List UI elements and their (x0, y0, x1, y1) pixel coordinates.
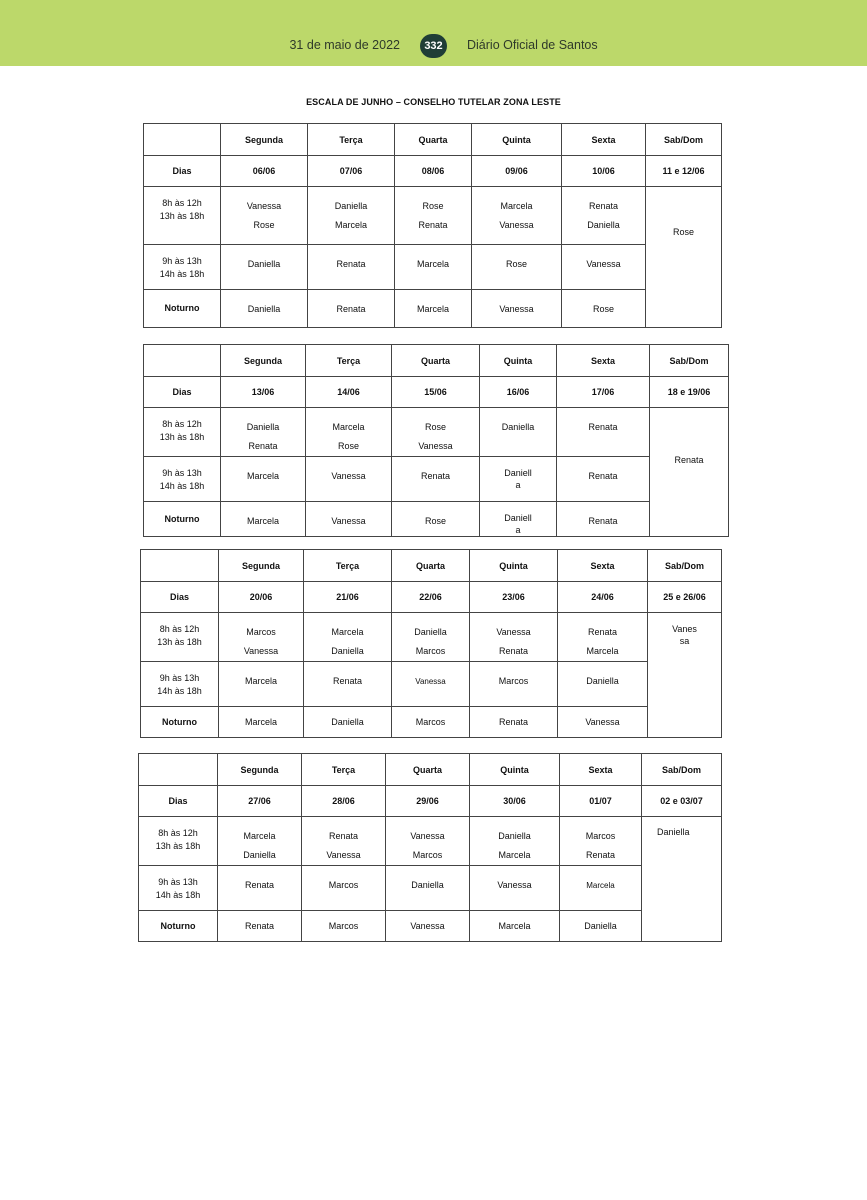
schedule-cell: Marcela (221, 457, 306, 502)
date-cell: 25 e 26/06 (648, 582, 722, 613)
date-cell: 29/06 (386, 786, 470, 817)
schedule-week-2 (143, 344, 729, 537)
schedule-cell: Marcos Vanessa (219, 613, 304, 662)
col-header: Segunda (221, 345, 306, 377)
schedule-cell: Renata (557, 408, 650, 457)
schedule-cell: Renata Vanessa (302, 817, 386, 866)
schedule-cell: Vanessa Marcos (386, 817, 470, 866)
row-label-shift-2: 9h às 13h 14h às 18h (139, 866, 218, 911)
schedule-cell: Daniella (386, 866, 470, 911)
schedule-cell: Renata (557, 502, 650, 537)
date-cell: 16/06 (480, 377, 557, 408)
col-header: Sab/Dom (650, 345, 729, 377)
schedule-cell: Rose Renata (395, 187, 472, 245)
schedule-cell: Daniella Marcela (470, 817, 560, 866)
col-header: Terça (306, 345, 392, 377)
schedule-cell: Renata (470, 707, 558, 738)
schedule-cell: Marcos (392, 707, 470, 738)
col-header: Terça (304, 550, 392, 582)
corner-cell (141, 550, 219, 582)
weekend-cell: Vanes sa (648, 613, 722, 738)
schedule-cell: Vanessa (306, 502, 392, 537)
schedule-cell: Marcela (219, 707, 304, 738)
schedule-cell: Marcos (302, 866, 386, 911)
date-cell: 18 e 19/06 (650, 377, 729, 408)
schedule-cell: Vanessa (558, 707, 648, 738)
col-header: Sexta (562, 124, 646, 156)
date-cell: 10/06 (562, 156, 646, 187)
col-header: Quarta (386, 754, 470, 786)
date-cell: 15/06 (392, 377, 480, 408)
col-header: Quarta (392, 550, 470, 582)
date-cell: 24/06 (558, 582, 648, 613)
date-cell: 30/06 (470, 786, 560, 817)
schedule-cell: Daniella Renata (221, 408, 306, 457)
schedule-cell: Vanessa (562, 245, 646, 290)
schedule-cell: Marcos (302, 911, 386, 942)
date-cell: 22/06 (392, 582, 470, 613)
row-label-shift-2: 9h às 13h 14h às 18h (141, 662, 219, 707)
col-header: Quinta (472, 124, 562, 156)
schedule-cell: Daniella Marcos (392, 613, 470, 662)
schedule-week-1 (143, 123, 722, 328)
row-label-dias: Dias (141, 582, 219, 613)
col-header: Sab/Dom (642, 754, 722, 786)
schedule-cell: Renata Marcela (558, 613, 648, 662)
col-header: Quinta (470, 754, 560, 786)
schedule-cell: Daniell a (480, 457, 557, 502)
schedule-cell: Marcela (395, 290, 472, 328)
schedule-cell: Daniell a (480, 502, 557, 537)
schedule-cell: Renata Daniella (562, 187, 646, 245)
schedule-week-3 (140, 549, 722, 738)
schedule-week-4 (138, 753, 722, 942)
schedule-cell: Vanessa (306, 457, 392, 502)
col-header: Sexta (558, 550, 648, 582)
weekend-cell: Daniella (642, 817, 722, 942)
date-cell: 11 e 12/06 (646, 156, 722, 187)
schedule-cell: Vanessa (386, 911, 470, 942)
schedule-cell: Renata (218, 911, 302, 942)
col-header: Sexta (560, 754, 642, 786)
col-header: Segunda (221, 124, 308, 156)
col-header: Quinta (480, 345, 557, 377)
row-label-dias: Dias (144, 156, 221, 187)
corner-cell (144, 124, 221, 156)
row-label-night: Noturno (139, 911, 218, 942)
schedule-cell: Marcela Daniella (304, 613, 392, 662)
schedule-cell: Vanessa Renata (470, 613, 558, 662)
col-header: Segunda (218, 754, 302, 786)
date-cell: 07/06 (308, 156, 395, 187)
schedule-cell: Vanessa (472, 290, 562, 328)
row-label-shift-1: 8h às 12h 13h às 18h (144, 408, 221, 457)
col-header: Terça (302, 754, 386, 786)
schedule-cell: Marcela (560, 866, 642, 911)
schedule-cell: Rose (472, 245, 562, 290)
col-header: Quarta (395, 124, 472, 156)
schedule-cell: Marcos (470, 662, 558, 707)
schedule-cell: Rose (562, 290, 646, 328)
schedule-cell: Daniella (304, 707, 392, 738)
col-header: Sab/Dom (646, 124, 722, 156)
row-label-shift-2: 9h às 13h 14h às 18h (144, 457, 221, 502)
date-cell: 14/06 (306, 377, 392, 408)
row-label-dias: Dias (144, 377, 221, 408)
row-label-shift-1: 8h às 12h 13h às 18h (139, 817, 218, 866)
col-header: Terça (308, 124, 395, 156)
schedule-cell: Marcela Daniella (218, 817, 302, 866)
schedule-cell: Renata (308, 290, 395, 328)
schedule-cell: Daniella (480, 408, 557, 457)
schedule-cell: Renata (218, 866, 302, 911)
schedule-cell: Vanessa (392, 662, 470, 707)
schedule-cell: Renata (392, 457, 480, 502)
weekend-cell: Rose (646, 187, 722, 328)
schedule-cell: Renata (308, 245, 395, 290)
schedule-cell: Marcos Renata (560, 817, 642, 866)
row-label-night: Noturno (144, 502, 221, 537)
date-cell: 21/06 (304, 582, 392, 613)
schedule-cell: Renata (557, 457, 650, 502)
schedule-cell: Rose (392, 502, 480, 537)
date-cell: 27/06 (218, 786, 302, 817)
date-cell: 28/06 (302, 786, 386, 817)
date-cell: 13/06 (221, 377, 306, 408)
date-cell: 20/06 (219, 582, 304, 613)
row-label-shift-1: 8h às 12h 13h às 18h (141, 613, 219, 662)
col-header: Sab/Dom (648, 550, 722, 582)
schedule-cell: Marcela (221, 502, 306, 537)
date-cell: 06/06 (221, 156, 308, 187)
schedule-cell: Daniella (221, 245, 308, 290)
schedule-cell: Marcela (395, 245, 472, 290)
header-date: 31 de maio de 2022 (289, 38, 400, 52)
row-label-dias: Dias (139, 786, 218, 817)
document-title: ESCALA DE JUNHO – CONSELHO TUTELAR ZONA LESTE (306, 97, 561, 107)
col-header: Sexta (557, 345, 650, 377)
row-label-shift-1: 8h às 12h 13h às 18h (144, 187, 221, 245)
col-header: Quarta (392, 345, 480, 377)
schedule-cell: Rose Vanessa (392, 408, 480, 457)
schedule-cell: Daniella Marcela (308, 187, 395, 245)
page-number-badge: 332 (420, 34, 447, 58)
weekend-cell: Renata (650, 408, 729, 537)
date-cell: 01/07 (560, 786, 642, 817)
date-cell: 23/06 (470, 582, 558, 613)
row-label-shift-2: 9h às 13h 14h às 18h (144, 245, 221, 290)
schedule-cell: Daniella (560, 911, 642, 942)
publication-name: Diário Oficial de Santos (467, 38, 598, 52)
corner-cell (144, 345, 221, 377)
date-cell: 08/06 (395, 156, 472, 187)
date-cell: 02 e 03/07 (642, 786, 722, 817)
schedule-cell: Vanessa Rose (221, 187, 308, 245)
schedule-cell: Vanessa (470, 866, 560, 911)
schedule-cell: Marcela Rose (306, 408, 392, 457)
col-header: Quinta (470, 550, 558, 582)
schedule-cell: Marcela Vanessa (472, 187, 562, 245)
date-cell: 17/06 (557, 377, 650, 408)
row-label-night: Noturno (141, 707, 219, 738)
schedule-cell: Marcela (470, 911, 560, 942)
schedule-cell: Daniella (221, 290, 308, 328)
col-header: Segunda (219, 550, 304, 582)
corner-cell (139, 754, 218, 786)
schedule-cell: Daniella (558, 662, 648, 707)
row-label-night: Noturno (144, 290, 221, 328)
schedule-cell: Marcela (219, 662, 304, 707)
date-cell: 09/06 (472, 156, 562, 187)
schedule-cell: Renata (304, 662, 392, 707)
